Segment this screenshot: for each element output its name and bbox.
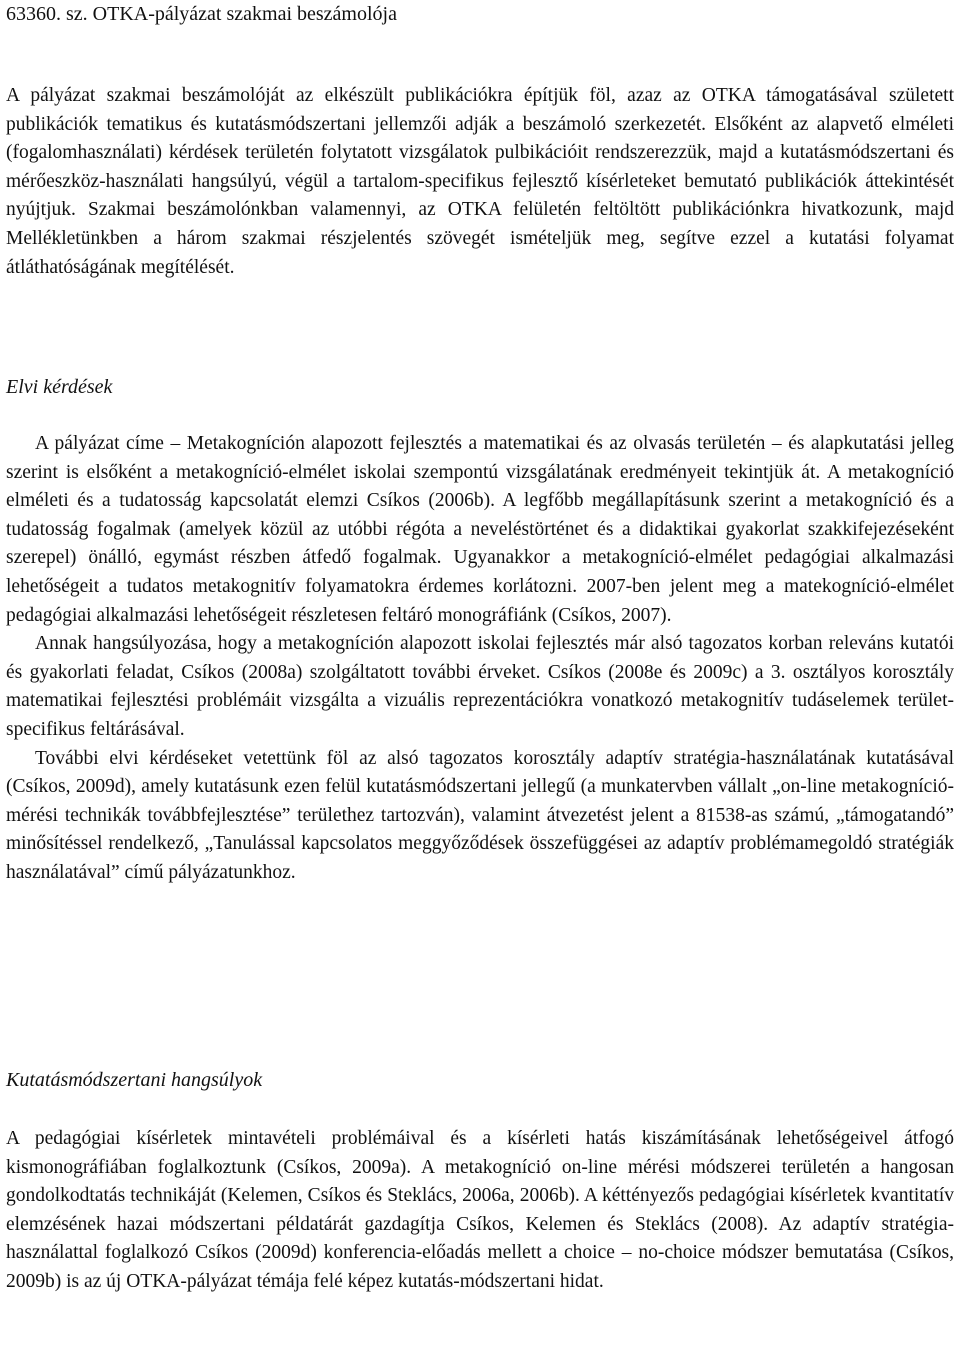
body-paragraph: Annak hangsúlyozása, hogy a metakogníción alapozott iskolai fejlesztés már alsó tagozatos korban releváns kutatói és gyakorlati feladat, Csíkos (2008a) szolgáltatott további érveket. Csíkos (2008e és 2009c) a 3. osztályos korosztály matematikai fejlesztési problémáit vizsgálta a vizuális reprezentációkra vonatkozó metakognitív tudáselemek terület-specifikus feltárásával. bbox=[6, 633, 954, 740]
body-paragraph: A pályázat címe – Metakogníción alapozott fejlesztés a matematikai és az olvasás területén – és alapkutatási jelleg szerint is elsőként a metakogníció-elmélet iskolai szempontú vizsgálatának eredményeit tekintjük át. A metakogníció elméleti és a tudatosság kapcsolatát elemzi Csíkos (2006b). A legfőbb megállapításunk szerint a metakogníció és a tudatosság fogalmak (amelyek közül az utóbbi régóta a neveléstörténet és a didaktikai gyakorlat szakkifejezéseként szerepel) önálló, egymást részben átfedő fogalmak. Ugyanakkor a metakogníció-elmélet pedagógiai alkalmazási lehetőségeit a tudatos metakognitív folyamatokra érdemes korlátozni. 2007-ben jelent meg a matekogníció-elmélet pedagógiai alkalmazási lehetőségeit részletesen feltáró monográfiánk (Csíkos, 2007). bbox=[6, 433, 954, 626]
section-body-elvi-kerdesek bbox=[6, 430, 954, 888]
body-paragraph: További elvi kérdéseket vetettünk föl az alsó tagozatos korosztály adaptív stratégia-használatának kutatásával (Csíkos, 2009d), amely kutatásunk ezen felül kutatásmódszertani jellegű (a munkatervben vállalt „on-line metakogníció-mérési technikák továbbfejlesztése” területhez tartozván), valamint átvezetést jelent a 81538-as számú, „támogatandó” minősítéssel rendelkező, „Tanulással kapcsolatos meggyőződések összefüggései az adaptív problémamegoldó stratégiák használatával” című pályázatunkhoz. bbox=[6, 747, 954, 883]
section-heading-elvi-kerdesek: Elvi kérdések bbox=[6, 376, 113, 398]
section-heading-kutatasmodszertani-hangsulyok: Kutatásmódszertani hangsúlyok bbox=[6, 1069, 263, 1091]
intro-paragraph: A pályázat szakmai beszámolóját az elkészült publikációkra építjük föl, azaz az OTKA támogatásával született publikációk tematikus és kutatásmódszertani jellemzői adják a beszámoló szerkezetét. Elsőként az alapvető elméleti (fogalomhasználati) kérdések területén folytatott vizsgálatok pulbikációit rendszerezzük, majd a kutatásmódszertani és mérőeszköz-használati hangsúlyú, végül a tartalom-specifikus fejlesztő kísérleteket bemutató publikációk áttekintését nyújtjuk. Szakmai beszámolónkban valamennyi, az OTKA felületén feltöltött publikációnkra hivatkozunk, majd Mellékletünkben a három szakmai részjelentés szövegét ismételjük meg, segítve ezzel a kutatási folyamat átláthatóságának megítélését. bbox=[6, 85, 954, 278]
body-paragraph: A pedagógiai kísérletek mintavételi problémáival és a kísérleti hatás kiszámításának lehetőségeivel átfogó kismonográfiában foglalkoztunk (Csíkos, 2009a). A metakogníció on-line mérési módszerei területén a hangosan gondolkodtatás technikáját (Kelemen, Csíkos és Steklács, 2006a, 2006b). A kéttényezős pedagógiai kísérletek kvantitatív elemzésének hazai módszertani példatárát gazdagítja Csíkos, Kelemen és Steklács (2008). Az adaptív stratégia-használattal foglalkozó Csíkos (2009d) konferencia-előadás mellett a choice – no-choice módszer bemutatása (Csíkos, 2009b) is az új OTKA-pályázat témája felé képez kutatás-módszertani hidat. bbox=[6, 1128, 954, 1292]
document-title: 63360. sz. OTKA-pályázat szakmai beszámolója bbox=[6, 3, 397, 25]
section-body-kutatasmodszertani-hangsulyok bbox=[6, 1125, 954, 1297]
